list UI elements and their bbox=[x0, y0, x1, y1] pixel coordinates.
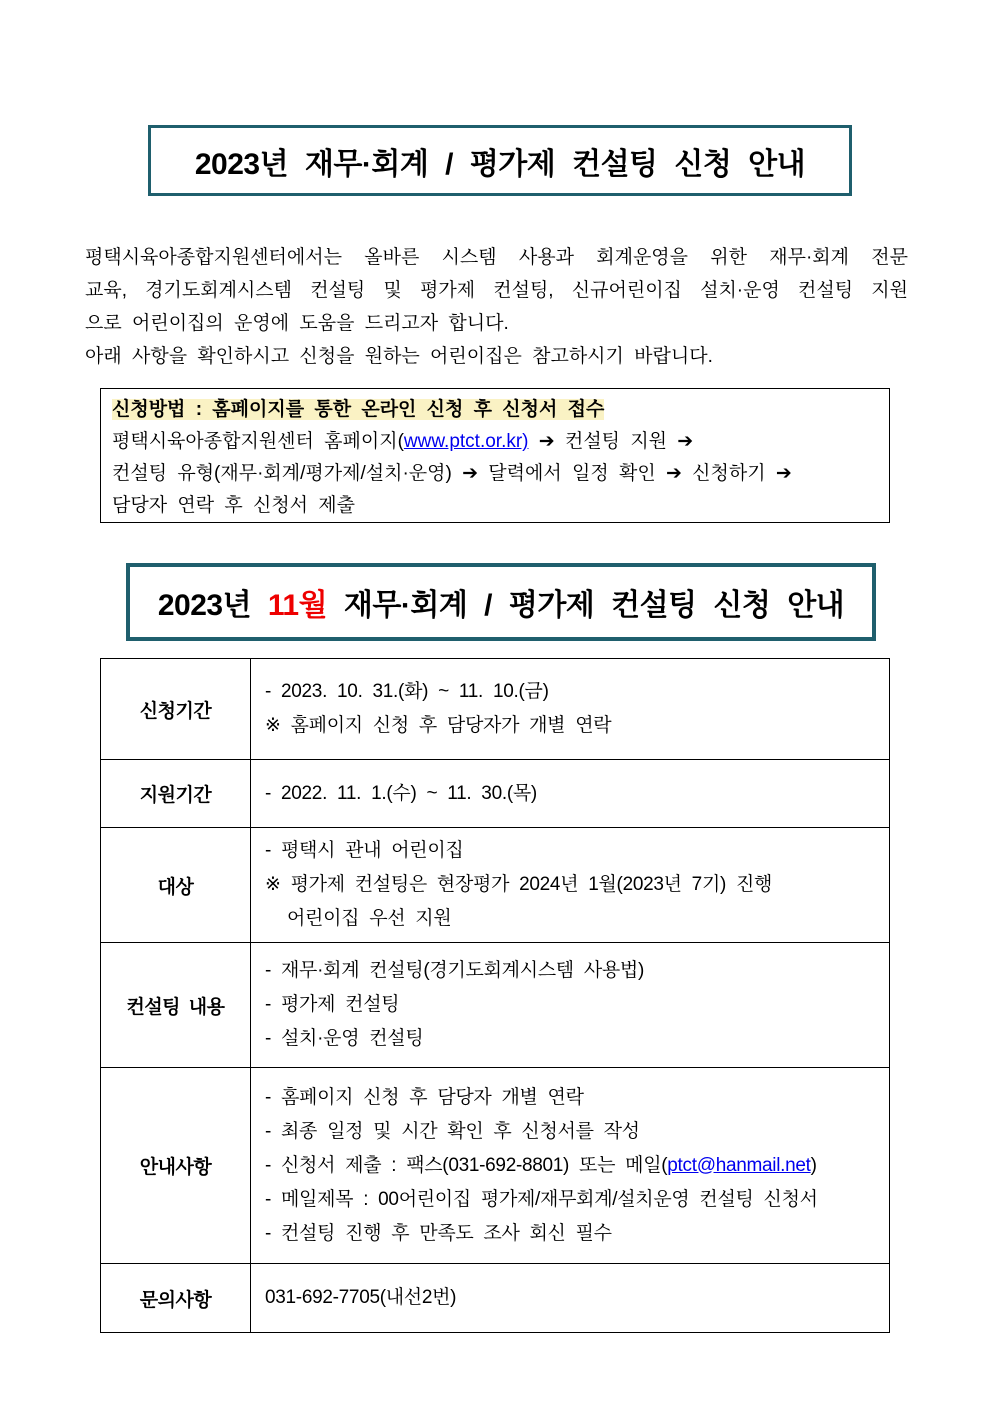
content-line: ※ 평가제 컨설팅은 현장평가 2024년 1월(2023년 7기) 진행 bbox=[265, 874, 773, 895]
content-line: ※ 홈페이지 신청 후 담당자가 개별 연락 bbox=[265, 715, 612, 736]
row-value-inquiry bbox=[251, 1264, 890, 1333]
content-line: - 평택시 관내 어린이집 bbox=[265, 840, 464, 861]
content-line: - 컨설팅 진행 후 만족도 조사 회신 필수 bbox=[265, 1222, 612, 1244]
submit-text-paren: ) bbox=[810, 1154, 817, 1176]
application-method-box bbox=[100, 388, 890, 523]
application-method-heading-line bbox=[112, 394, 878, 426]
table-row-support-period bbox=[101, 760, 890, 828]
intro-line: 아래 사항을 확인하시고 신청을 원하는 어린이집은 참고하시기 바랍니다. bbox=[85, 346, 713, 367]
title2-suffix: 재무·회계 / 평가제 컨설팅 신청 안내 bbox=[327, 589, 845, 622]
application-step-line-3: 담당자 연락 후 신청서 제출 bbox=[112, 495, 356, 516]
intro-line: 으로 어린이집의 운영에 도움을 드리고자 합니다. bbox=[85, 313, 509, 334]
table-row-target bbox=[101, 828, 890, 943]
content-line-with-email bbox=[265, 1149, 883, 1183]
row-value-consulting-content bbox=[251, 943, 890, 1068]
content-line: - 재무·회계 컨설팅(경기도회계시스템 사용법) bbox=[265, 960, 645, 981]
row-value-target bbox=[251, 828, 890, 943]
row-value-application-period bbox=[251, 659, 890, 760]
row-value-support-period bbox=[251, 760, 890, 828]
application-step-line-1 bbox=[112, 426, 878, 458]
row-label-application-period: 신청기간 bbox=[101, 659, 251, 760]
intro-line: 교육, 경기도회계시스템 컨설팅 및 평가제 컨설팅, 신규어린이집 설치·운영 컨설팅 지원 bbox=[85, 280, 908, 301]
title-banner-november bbox=[126, 563, 876, 641]
row-value-guidance bbox=[251, 1068, 890, 1264]
title-banner-2023-text: 2023년 재무·회계 / 평가제 컨설팅 신청 안내 bbox=[194, 147, 806, 181]
row-label-inquiry: 문의사항 bbox=[101, 1264, 251, 1333]
table-row-guidance bbox=[101, 1068, 890, 1264]
row-label-support-period: 지원기간 bbox=[101, 760, 251, 828]
title2-prefix: 2023년 bbox=[157, 589, 268, 622]
consulting-info-table bbox=[100, 658, 890, 1333]
application-method-heading: 신청방법 : 홈페이지를 통한 온라인 신청 후 신청서 접수 bbox=[112, 399, 605, 420]
application-step-line-2: 컨설팅 유형(재무·회계/평가제/설치·운영) ➔ 달력에서 일정 확인 ➔ 신청하기 ➔ bbox=[112, 463, 792, 484]
content-line: - 2022. 11. 1.(수) ~ 11. 30.(목) bbox=[265, 782, 537, 804]
website-link[interactable]: www.ptct.or.kr) bbox=[403, 431, 529, 452]
content-line: - 설치·운영 컨설팅 bbox=[265, 1028, 424, 1049]
intro-line: 평택시육아종합지원센터에서는 올바른 시스템 사용과 회계운영을 위한 재무·회계 전문 bbox=[85, 247, 908, 268]
content-line: - 메일제목 : 00어린이집 평가제/재무회계/설치운영 컨설팅 신청서 bbox=[265, 1188, 818, 1210]
phone-number-text: 031-692-7705(내선2번) bbox=[265, 1287, 457, 1308]
content-line: - 2023. 10. 31.(화) ~ 11. 10.(금) bbox=[265, 681, 549, 702]
intro-paragraph bbox=[85, 241, 908, 373]
row-label-consulting-content: 컨설팅 내용 bbox=[101, 943, 251, 1068]
homepage-text: 평택시육아종합지원센터 홈페이지( bbox=[112, 431, 404, 452]
row-label-target: 대상 bbox=[101, 828, 251, 943]
table-row-application-period bbox=[101, 659, 890, 760]
content-line: 어린이집 우선 지원 bbox=[287, 908, 452, 929]
title-banner-november-text bbox=[158, 580, 844, 624]
content-line: - 홈페이지 신청 후 담당자 개별 연락 bbox=[265, 1086, 584, 1108]
title-banner-2023 bbox=[148, 125, 852, 196]
table-row-consulting-content bbox=[101, 943, 890, 1068]
row-label-guidance: 안내사항 bbox=[101, 1068, 251, 1264]
submit-text: - 신청서 제출 : 팩스(031-692-8801) 또는 메일( bbox=[265, 1154, 668, 1176]
content-line: - 평가제 컨설팅 bbox=[265, 994, 400, 1015]
content-line: - 최종 일정 및 시간 확인 후 신청서를 작성 bbox=[265, 1120, 640, 1142]
title2-month-red: 11월 bbox=[267, 589, 328, 622]
table-row-inquiry bbox=[101, 1264, 890, 1333]
email-link[interactable]: ptct@hanmail.net bbox=[667, 1154, 811, 1176]
step-arrows-text: ➔ 컨설팅 지원 ➔ bbox=[528, 431, 694, 452]
